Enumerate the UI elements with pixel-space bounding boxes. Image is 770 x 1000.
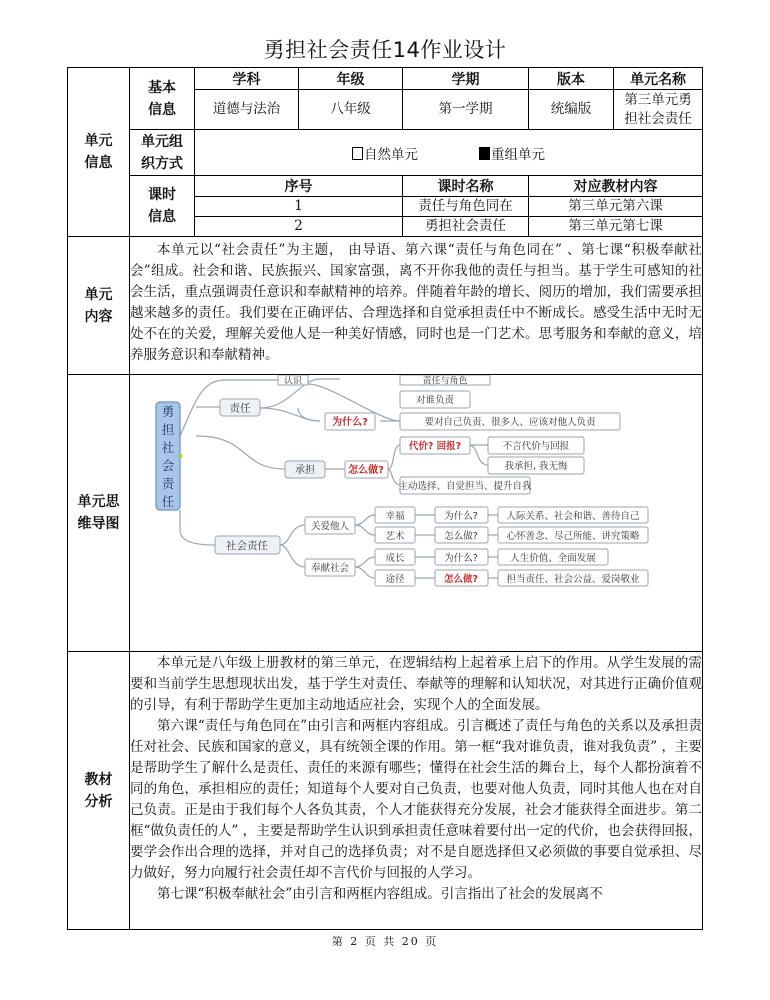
page-footer: 第 2 页 共 20 页 <box>331 935 439 948</box>
value-unit-name: 第三单元勇担社会责任 <box>614 90 703 130</box>
root-char: 会 <box>161 458 175 473</box>
lesson-name: 勇担社会责任 <box>403 217 529 237</box>
node-leaf: 不言代价与回报 <box>502 441 570 452</box>
unit-content-text: 本单元以“社会责任”为主题， 由导语、第六课“责任与角色同在” 、第七课“积极奉献社会”组成。社会和谐、民族振兴、国家富强，离不开你我他的责任与担当。基于学生可感知的社会生活，重点强调责任意识和奉献精神的培养。伴随着年龄的增长、阅历的增加，我们需要承担越来越多的责任。我们要在正确评估、合理选择和自觉承担责任中不断成长。感受生活中无时无处不在的关爱，理解关爱他人是一种美好情感，同时也是一门艺术。思考服务和奉献的意义，培养服务意识和奉献精神。 <box>130 237 703 375</box>
lesson-content: 第三单元第六课 <box>529 197 703 217</box>
svg-text:怎么做?: 怎么做? <box>443 574 479 585</box>
value-subject: 道德与法治 <box>195 90 299 130</box>
lesson-no: 1 <box>195 197 403 217</box>
svg-text:艺术: 艺术 <box>385 531 405 542</box>
analysis-paragraph: 第七课“积极奉献社会”由引言和两框内容组成。引言指出了社会的发展离不 <box>157 886 603 902</box>
page-title: 勇担社会责任14作业设计 <box>263 38 507 62</box>
header-subject: 学科 <box>195 68 299 90</box>
lesson-header-name: 课时名称 <box>403 176 529 197</box>
analysis-paragraph: 本单元是八年级上册教材的第三单元，在逻辑结构上起着承上启下的作用。从学生发展的需要和当前学生思想现状出发，基于学生对责任、奉献等的理解和认知状况，对其进行正确价值观的引导，有利于帮助学生更加主动地适应社会，实现个人的全面发展。 <box>130 655 702 713</box>
basic-info-label: 基本信息 <box>130 68 195 130</box>
value-edition: 统编版 <box>529 90 614 130</box>
svg-text:担当责任、社会公益、爱岗敬业: 担当责任、社会公益、爱岗敬业 <box>506 574 640 585</box>
mind-map-label: 单元思维导图 <box>68 375 130 652</box>
lesson-header-no: 序号 <box>195 176 403 197</box>
checkbox-natural-unit[interactable] <box>352 147 363 160</box>
svg-text:为什么?: 为什么? <box>444 553 478 564</box>
org-method-label: 单元组织方式 <box>130 130 195 176</box>
node-undertake: 承担 <box>295 465 315 476</box>
node-leaf: 对谁负责 <box>415 395 455 406</box>
lesson-info-label: 课时信息 <box>130 176 195 237</box>
mind-map-cell <box>130 375 703 652</box>
svg-text:成长: 成长 <box>385 553 405 564</box>
textbook-analysis-label: 教材分析 <box>68 652 130 930</box>
header-grade: 年级 <box>299 68 403 90</box>
root-char: 担 <box>161 422 175 437</box>
svg-text:怎么做?: 怎么做? <box>444 531 478 542</box>
option-natural-unit[interactable]: 自然单元 <box>352 143 418 163</box>
node-care-others: 关爱他人 <box>310 521 350 532</box>
option-regrouped-unit[interactable]: 重组单元 <box>479 143 545 163</box>
unit-content-label: 单元内容 <box>68 237 130 375</box>
lesson-no: 2 <box>195 217 403 237</box>
node-recognize: 认识 <box>283 376 303 387</box>
node-why: 为什么? <box>332 417 368 428</box>
header-unit-name: 单元名称 <box>614 68 703 90</box>
node-how: 怎么做? <box>348 465 384 476</box>
lesson-header-content: 对应教材内容 <box>529 176 703 197</box>
root-char: 勇 <box>161 404 175 419</box>
header-edition: 版本 <box>529 68 614 90</box>
svg-text:社会责任: 社会责任 <box>226 540 268 552</box>
svg-text:途径: 途径 <box>385 574 405 585</box>
unit-design-table <box>67 67 703 930</box>
node-leaf: 要对自己负责、很多人、应该对他人负责 <box>424 417 596 428</box>
value-semester: 第一学期 <box>403 90 529 130</box>
root-char: 社 <box>161 440 175 455</box>
unit-info-label: 单元信息 <box>68 68 130 237</box>
svg-text:为什么?: 为什么? <box>444 511 478 522</box>
node-leaf: 主动选择、自觉担当、提升自我 <box>398 481 532 492</box>
analysis-paragraph: 第六课“责任与角色同在”由引言和两框内容组成。引言概述了责任与角色的关系以及承担责任对社会、民族和国家的意义，具有统领全课的作用。第一框“我对谁负责，谁对我负责” ，主要是帮助学生了解什么是责任、责任的来源有哪些；懂得在社会生活的舞台上，每个人都扮演着不同的角色，承担相应的责任；知道每个人要对自己负责，也要对他人负责，同时其他人也在对自己负责。正是由于我们每个人各负其责，个人才能获得充分发展，社会才能获得全面进步。第二框“做负责任的人” ，主要是帮助学生认识到承担责任意味着要付出一定的代价，也会获得回报，要学会作出合理的选择，并对自己的选择负责；对不是自愿选择但又必须做的事要自觉承担、尽力做好，努力向履行社会责任却不言代价与回报的人学习。 <box>130 718 702 881</box>
value-grade: 八年级 <box>299 90 403 130</box>
mind-map-diagram <box>130 375 701 647</box>
svg-text:人际关系、社会和谐、善待自己: 人际关系、社会和谐、善待自己 <box>506 511 640 522</box>
root-char: 任 <box>161 494 175 509</box>
branch-social-responsibility <box>215 536 280 554</box>
node-devote-society: 奉献社会 <box>310 563 350 574</box>
lesson-content: 第三单元第七课 <box>529 217 703 237</box>
branch-responsibility <box>220 399 260 416</box>
checkbox-regrouped-unit[interactable] <box>479 147 490 160</box>
svg-text:人生价值、全面发展: 人生价值、全面发展 <box>510 553 596 564</box>
node-leaf: 责任与角色 <box>422 376 468 387</box>
svg-text:幸福: 幸福 <box>385 511 405 522</box>
root-char: 责 <box>161 476 175 491</box>
svg-text:责任: 责任 <box>229 402 251 415</box>
textbook-analysis-text <box>130 652 703 930</box>
header-semester: 学期 <box>403 68 529 90</box>
node-leaf: 我承担, 我无悔 <box>504 461 568 472</box>
mind-map-root <box>156 402 183 510</box>
lesson-name: 责任与角色同在 <box>403 197 529 217</box>
svg-text:心怀善念、尽己所能、讲究策略: 心怀善念、尽己所能、讲究策略 <box>506 531 640 542</box>
node-cost: 代价? 回报? <box>408 441 462 452</box>
org-method-options <box>195 130 703 176</box>
